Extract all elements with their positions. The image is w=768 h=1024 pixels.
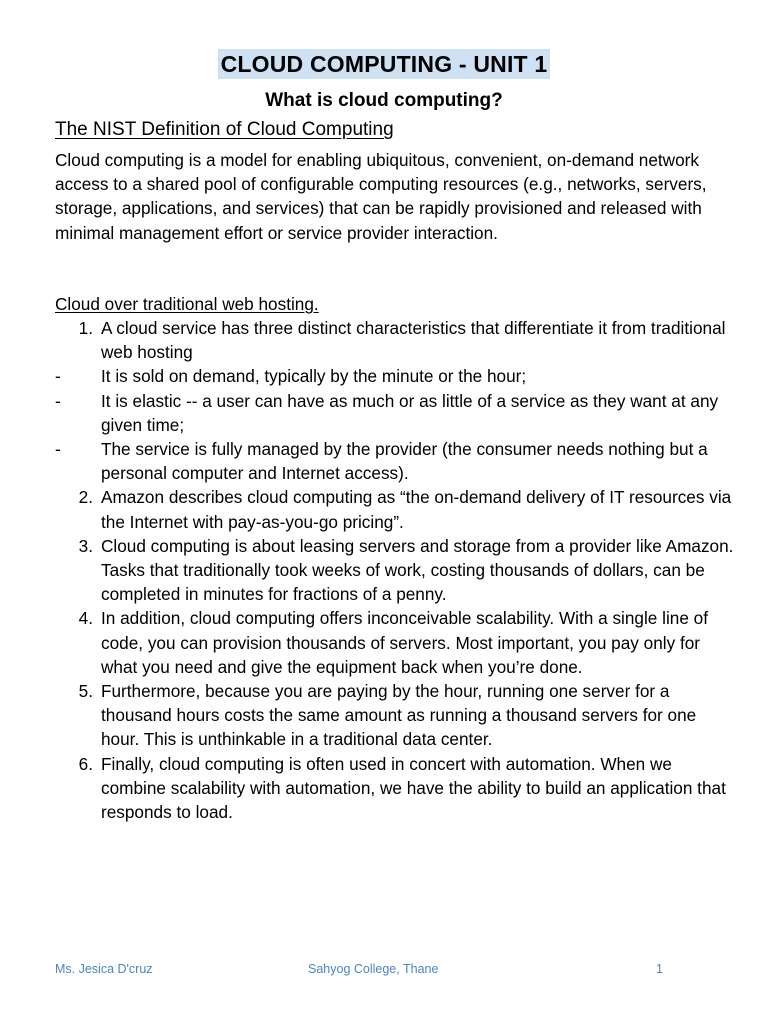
list-item-text: It is sold on demand, typically by the minute or the hour; (101, 366, 527, 387)
nist-definition-paragraph: Cloud computing is a model for enabling ubiquitous, convenient, on-demand network access to a shared pool of configurable computing resources (e.g., networks, servers, storage, applications, and services) that can be rapidly provisioned and released with minimal management effort or service provider interaction. (55, 150, 707, 243)
list-item-text: Amazon describes cloud computing as “the on-demand delivery of IT resources via the Internet with pay-as-you-go pricing”. (101, 487, 732, 532)
list-marker: 6. (78, 753, 93, 774)
list-marker: 3. (78, 535, 93, 556)
list-item-text: Furthermore, because you are paying by the hour, running one server for a thousand hours costs the same amount as running a thousand servers for one hour. This is unthinkable in a traditional data center. (101, 681, 697, 750)
footer-institution: Sahyog College, Thane (308, 962, 439, 976)
page-title-container (0, 49, 768, 79)
page-subtitle: What is cloud computing? (265, 90, 503, 111)
list-item (55, 679, 735, 752)
list-item (55, 389, 735, 437)
list-marker: 1. (78, 318, 93, 338)
list-marker: - (55, 366, 61, 387)
list-item (55, 752, 735, 825)
list-item-text: It is elastic -- a user can have as much or as little of a service as they want at any given time; (101, 390, 719, 435)
list-marker: 2. (78, 487, 93, 508)
list-item (55, 485, 735, 533)
list-item-text: In addition, cloud computing offers inconceivable scalability. With a single line of code, you can provision thousands of servers. Most important, you pay only for what you need and give the equipment back when you’re done. (101, 608, 708, 677)
footer-page-number: 1 (656, 962, 663, 976)
list-marker: - (55, 439, 61, 460)
list-item-text: Cloud computing is about leasing servers and storage from a provider like Amazon. Tasks that traditionally took weeks of work, costing thousands of dollars, can be completed in minutes for fractions of a penny. (101, 535, 734, 605)
list-item (55, 437, 735, 485)
list-item (55, 534, 735, 607)
cloud-vs-hosting-list (55, 316, 735, 824)
subsection-heading-cloud-vs-hosting: Cloud over traditional web hosting. (55, 294, 319, 314)
list-item-text: A cloud service has three distinct characteristics that differentiate it from traditional web hosting (101, 318, 726, 363)
list-marker: - (55, 390, 61, 411)
list-item-text: Finally, cloud computing is often used in concert with automation. When we combine scalability with automation, we have the ability to build an application that responds to load. (101, 753, 726, 823)
list-item (55, 364, 735, 388)
list-item (55, 606, 735, 679)
section-heading-nist: The NIST Definition of Cloud Computing (55, 119, 394, 140)
list-item-text: The service is fully managed by the provider (the consumer needs nothing but a personal computer and Internet access). (101, 439, 708, 484)
list-marker: 4. (78, 608, 93, 629)
page-title: CLOUD COMPUTING - UNIT 1 (218, 49, 551, 79)
list-item (55, 316, 735, 364)
footer-author: Ms. Jesica D'cruz (55, 962, 153, 976)
list-marker: 5. (78, 681, 93, 702)
